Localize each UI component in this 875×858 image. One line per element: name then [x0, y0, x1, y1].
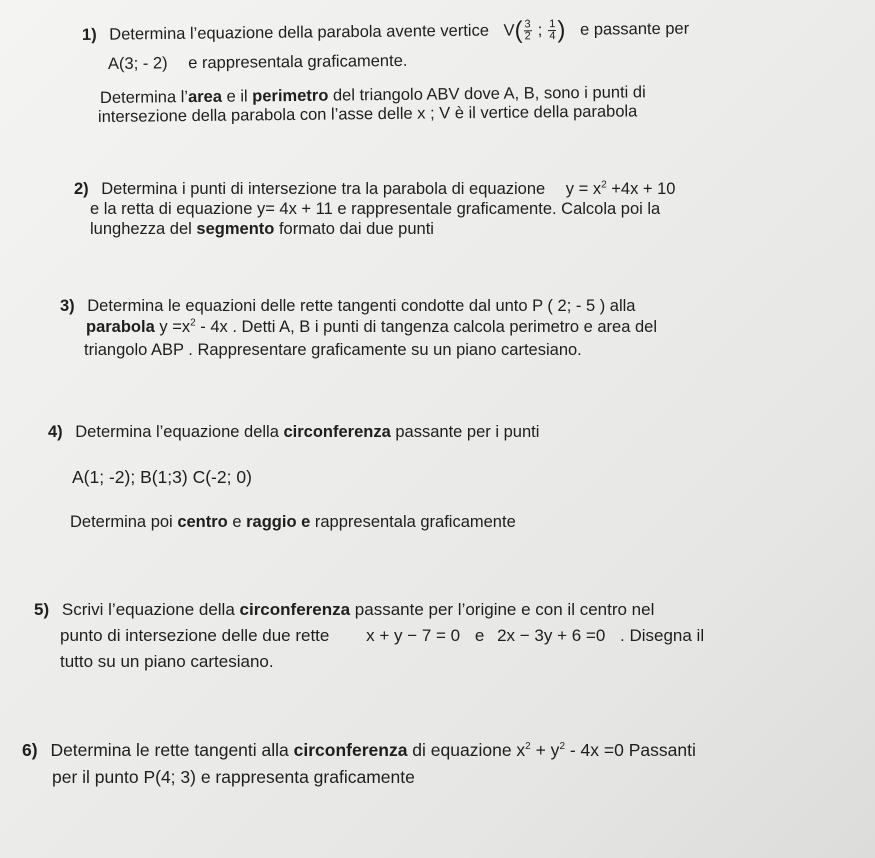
exercise-3-eq-pre: y =x [154, 318, 191, 336]
parabola-eq-pre: y = x [565, 180, 602, 198]
exercise-4-line-a [48, 422, 539, 442]
line-equation-2: 2x − 3y + 6 =0 [497, 626, 606, 645]
exercise-5-text-b-pre: punto di intersezione delle due rette [60, 626, 330, 645]
vertex-x-numerator: 3 [524, 18, 531, 31]
paren-open: ( [514, 16, 523, 44]
exercise-5-text-b-post: . Disegna il [620, 626, 705, 645]
parabola-equation [566, 180, 676, 198]
vertex-semicolon: ; [537, 21, 543, 40]
exercise-1-text-c-pre: Determina l’ [99, 88, 189, 107]
exercise-5-text-a-pre: Scrivi l’equazione della [61, 600, 240, 619]
exercise-6-line-a [22, 740, 696, 760]
exercise-1-text-b: e rappresentala graficamente. [188, 51, 408, 73]
exercise-3-line-c: triangolo ABP . Rappresentare graficamente su un piano cartesiano. [84, 341, 582, 359]
paren-close: ) [557, 16, 566, 44]
exercise-2-text-c-post: formato dai due punti [274, 220, 434, 238]
exercise-1-text-a: Determina l’equazione della parabola avente vertice [109, 21, 490, 44]
exercise-1-text-c-mid: e il [221, 87, 253, 106]
exercise-4-text-c-post: rappresentala graficamente [310, 513, 516, 531]
exercise-2-text-a: Determina i punti di intersezione tra la parabola di equazione [101, 180, 546, 198]
keyword-parabola: parabola [86, 318, 155, 336]
circle-equation [516, 740, 623, 760]
exercise-1-line-b [108, 51, 408, 74]
keyword-area: area [187, 87, 223, 107]
exercise-2-line-a [74, 179, 675, 199]
line-equation-1: x + y − 7 = 0 [366, 626, 461, 645]
vertex-y-fraction [548, 19, 556, 42]
exercise-3-text-b-post: - 4x . Detti A, B i punti di tangenza calcola perimetro e area del [195, 318, 657, 336]
keyword-circonferenza: circonferenza [283, 423, 391, 441]
exercise-1-text-c-post: del triangolo ABV dove A, B, sono i punti di [328, 83, 646, 105]
keyword-centro: centro [177, 513, 228, 531]
circle-eq-x-exponent: 2 [525, 741, 531, 753]
vertex-x-fraction [523, 19, 531, 42]
exercise-6-text-a-end: Passanti [623, 740, 696, 760]
exercise-3-line-a [60, 296, 635, 316]
parabola-eq-post: +4x + 10 [606, 180, 676, 198]
exercise-2-number: 2) [74, 180, 89, 198]
exercise-5-text-a-post: passante per l’origine e con il centro nel [350, 600, 655, 619]
exercise-2-line-c [90, 219, 434, 239]
exercise-4-line-c [70, 512, 516, 532]
exercise-4-text-a-pre: Determina l’equazione della [75, 423, 284, 441]
exercise-6-text-a-pre: Determina le rette tangenti alla [50, 740, 294, 760]
exercise-5-line-c: tutto su un piano cartesiano. [60, 652, 274, 671]
circle-eq-y-exponent: 2 [559, 741, 565, 753]
exercise-1-text-a-post: e passante per [579, 19, 690, 39]
exercise-3-number: 3) [60, 297, 75, 315]
exercise-3-text-a: Determina le equazioni delle rette tangenti condotte dal unto P ( 2; - 5 ) alla [87, 297, 636, 315]
vertex-label: V [503, 21, 515, 40]
exercise-4-text-c-pre: Determina poi [70, 513, 178, 531]
exercise-2-text-c-pre: lunghezza del [90, 220, 197, 238]
vertex-y-numerator: 1 [549, 18, 556, 31]
circle-eq-post: - 4x =0 [565, 740, 624, 760]
exercise-6-text-a-mid: di equazione [407, 740, 517, 760]
exercise-4-points: A(1; -2); B(1;3) C(-2; 0) [72, 467, 252, 487]
exercise-2-line-b: e la retta di equazione y= 4x + 11 e rappresentale graficamente. Calcola poi la [90, 200, 661, 218]
keyword-circonferenza-2: circonferenza [239, 600, 351, 619]
exercise-6-line-b: per il punto P(4; 3) e rappresenta graficamente [52, 767, 415, 787]
exercise-1-line-a [82, 18, 689, 47]
exercise-4-text-c-mid: e [227, 513, 247, 531]
circle-eq-y: + y [530, 740, 560, 760]
point-a: A(3; - 2) [107, 54, 168, 73]
parabola-eq-exponent: 2 [601, 179, 607, 191]
exercise-1-number: 1) [81, 25, 97, 44]
keyword-raggio: raggio e [246, 513, 311, 531]
conjunction-e: e [474, 626, 485, 645]
exercise-3-eq-exponent: 2 [190, 317, 196, 329]
exercise-1-line-d: intersezione della parabola con l’asse delle x ; V è il vertice della parabola [97, 102, 638, 126]
keyword-perimetro: perimetro [252, 86, 329, 106]
exercise-5-line-b [60, 626, 704, 646]
circle-eq-x: x [516, 740, 526, 760]
keyword-segmento: segmento [196, 220, 275, 238]
exercise-5-line-a [34, 600, 654, 620]
keyword-circonferenza-3: circonferenza [293, 740, 408, 760]
exercise-5-number: 5) [34, 600, 50, 619]
exercise-4-number: 4) [48, 423, 63, 441]
vertex-x-denominator: 2 [524, 30, 531, 43]
exercise-3-line-b [86, 317, 657, 337]
exercise-4-text-a-post: passante per i punti [390, 423, 540, 441]
exercise-6-number: 6) [22, 740, 38, 760]
vertex-y-denominator: 4 [549, 30, 556, 43]
